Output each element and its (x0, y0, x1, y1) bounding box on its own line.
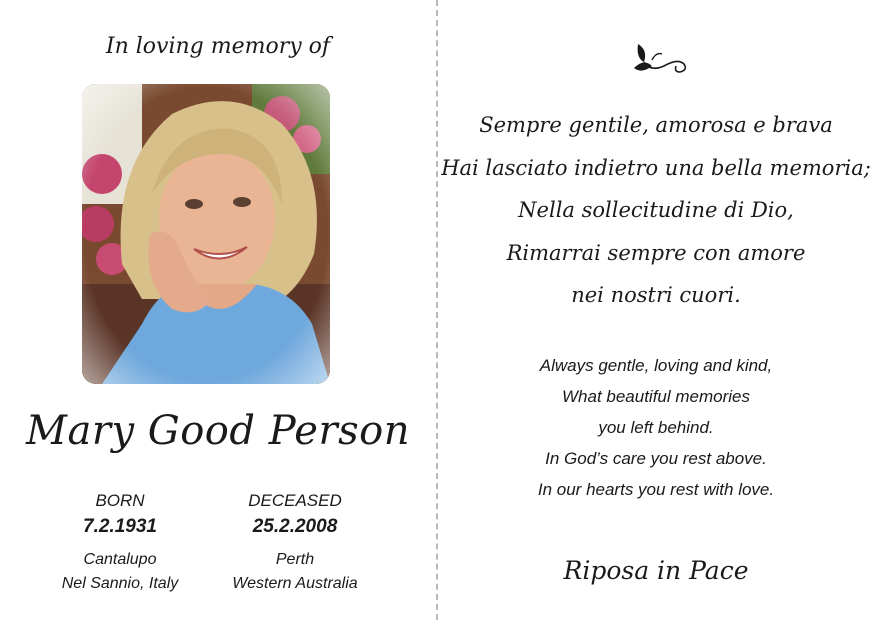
portrait-photo (82, 84, 330, 384)
italian-verse-line: Rimarrai sempre con amore (506, 240, 806, 265)
deceased-place-line1: Perth (275, 551, 315, 568)
english-verse (438, 350, 874, 505)
italian-verse-line: Sempre gentile, amorosa e brava (479, 113, 833, 137)
italian-verse (438, 104, 874, 317)
closing-text: Riposa in Pace (563, 556, 749, 585)
born-date: 7.2.1931 (83, 516, 157, 537)
italian-verse-line: Nella sollecitudine di Dio, (518, 198, 794, 222)
born-block (30, 490, 210, 596)
deceased-name: Mary Good Person (26, 408, 410, 454)
italian-verse-line: nei nostri cuori. (571, 283, 741, 307)
english-verse-line: In God’s care you rest above. (545, 449, 767, 468)
deceased-label: DECEASED (248, 491, 342, 510)
italian-verse-line: Hai lasciato indietro una bella memoria; (441, 155, 871, 180)
intro-text: In loving memory of (105, 34, 331, 59)
deceased-date: 25.2.2008 (252, 516, 338, 537)
born-place (30, 548, 210, 596)
leaf-swirl-icon (630, 40, 690, 84)
born-place-line1: Cantalupo (83, 551, 157, 568)
english-verse-line: In our hearts you rest with love. (537, 480, 775, 499)
right-panel (438, 0, 874, 620)
english-verse-line: you left behind. (598, 418, 714, 437)
deceased-block (205, 490, 385, 596)
born-place-line2: Nel Sannio, Italy (61, 575, 179, 592)
deceased-place-line2: Western Australia (232, 575, 358, 592)
english-verse-line: What beautiful memories (561, 387, 751, 406)
born-label: BORN (95, 491, 145, 510)
english-verse-line: Always gentle, loving and kind, (539, 356, 773, 375)
left-panel (0, 0, 436, 620)
deceased-place (205, 548, 385, 596)
portrait-illustration (82, 84, 330, 384)
